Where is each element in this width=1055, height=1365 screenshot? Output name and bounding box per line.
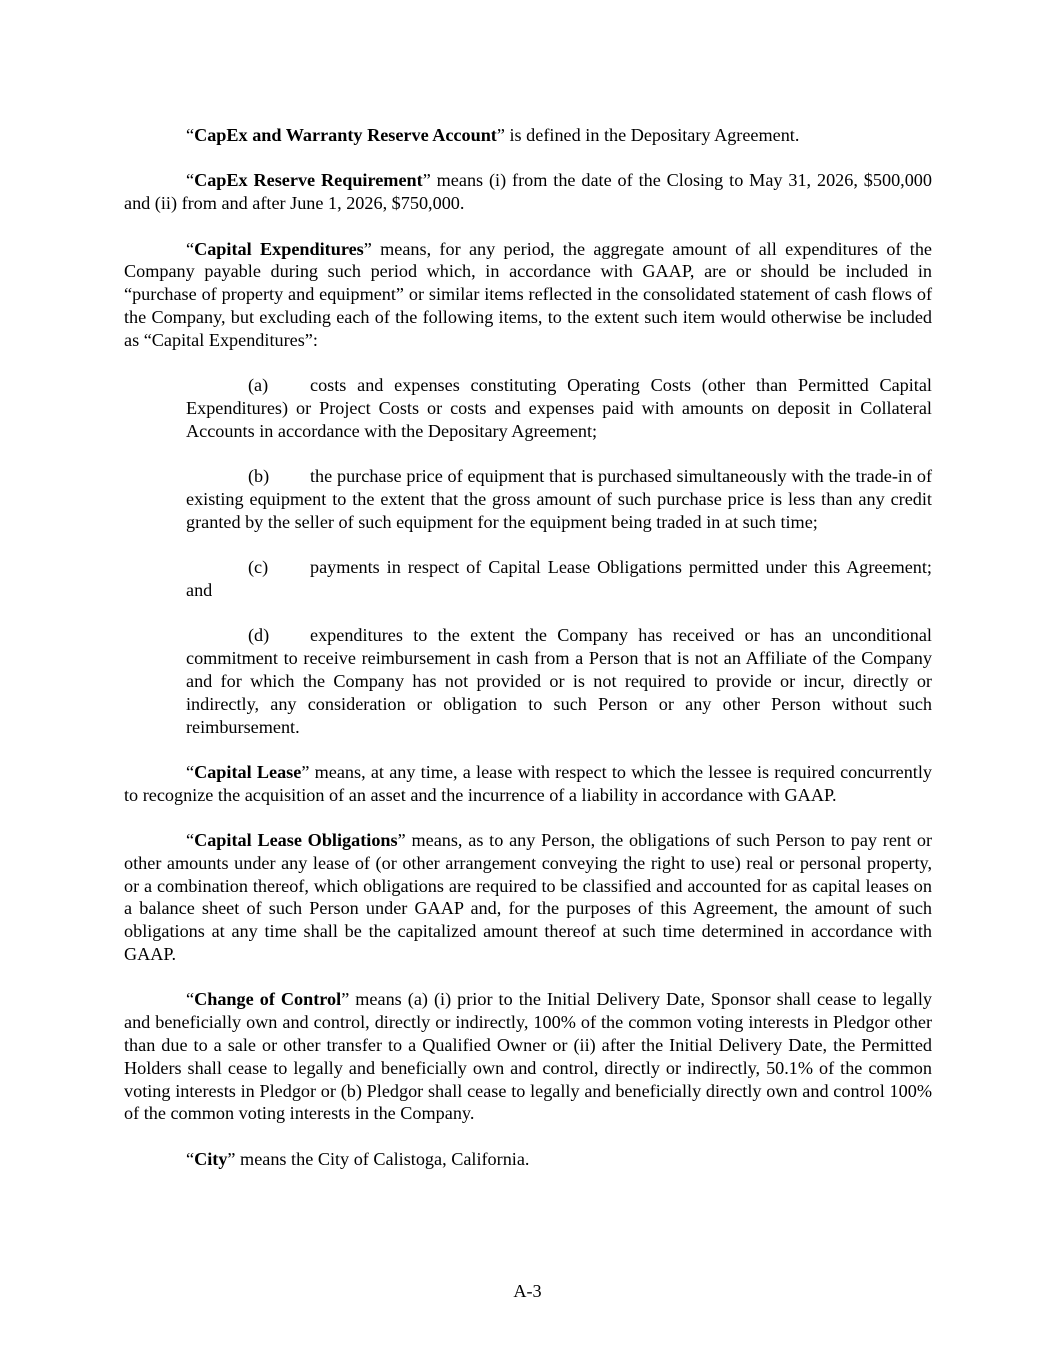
definition-text: means (i) from the date of the Closing to May 31, 2026, $500,000 and (ii) from and after June 1, 2026, $750,000. <box>124 170 932 214</box>
list-text: the purchase price of equipment that is purchased simultaneously with the trade-in of existing equipment to the extent that the gross amount of such purchase price is less than any credit granted by the seller of such equipment for the equipment being traded in at such time; <box>186 466 932 532</box>
capex-exclusion-c <box>186 556 932 602</box>
list-label: (c) <box>248 557 269 578</box>
definition-capital-expenditures: “Capital Expenditures” means, for any period, the aggregate amount of all expenditures of the Company payable during such period which, in accordance with GAAP, are or should be included in “purchase of property and equipment” or similar items reflected in the consolidated statement of cash flows of the Company, but excluding each of the following items, to the extent such item would otherwise be included as “Capital Expenditures”: <box>124 238 932 350</box>
defined-term: Change of Control <box>194 989 342 1010</box>
definition-text: is defined in the Depositary Agreement. <box>504 125 800 145</box>
definition-capital-lease-obligations: “Capital Lease Obligations” means, as to any Person, the obligations of such Person to pay rent or other amounts under any lease of (or other arrangement conveying the right to use) real or personal property, or a combination thereof, which obligations are required to be classified and accounted for as capital leases on a balance sheet of such Person under GAAP and, for the purposes of this Agreement, the amount of such obligations at any time shall be the capitalized amount thereof at such time determined in accordance with GAAP. <box>124 830 932 965</box>
list-text: payments in respect of Capital Lease Obligations permitted under this Agreement; and <box>186 557 932 600</box>
definition-capital-lease: “Capital Lease” means, at any time, a lease with respect to which the lessee is required concurrently to recognize the acquisition of an asset and the incurrence of a liability in accordance with GAAP. <box>124 761 932 805</box>
definition-city: “City” means the City of Calistoga, California. <box>186 1148 530 1169</box>
document-body <box>124 124 932 1193</box>
defined-term: CapEx and Warranty Reserve Account <box>194 125 497 145</box>
definition-text: means, for any period, the aggregate amount of all expenditures of the Company payable during such period which, in accordance with GAAP, are or should be included in “purchase of property and equipment” or similar items reflected in the consolidated statement of cash flows of the Company, but excluding each of the following items, to the extent such item would otherwise be included as “Capital Expenditures”: <box>124 238 932 350</box>
definition-text: means, as to any Person, the obligations of such Person to pay rent or other amounts under any lease of (or other arrangement conveying the right to use) real or personal property, or a combination thereof, which obligations are required to be classified and accounted for as capital leases on a balance sheet of such Person under GAAP and, for the purposes of this Agreement, the amount of such obligations at any time shall be the capitalized amount thereof at such time determined in accordance with GAAP. <box>124 830 932 965</box>
defined-term: Capital Lease <box>194 761 302 782</box>
capex-exclusion-a <box>186 374 932 442</box>
definition-text: means, at any time, a lease with respect to which the lessee is required concurrently to recognize the acquisition of an asset and the incurrence of a liability in accordance with GAAP. <box>124 761 932 805</box>
page-number: A-3 <box>513 1281 542 1301</box>
definition-capex-warranty-reserve-account: “CapEx and Warranty Reserve Account” is defined in the Depositary Agreement. <box>186 125 800 145</box>
list-label: (a) <box>248 375 269 396</box>
list-text: expenditures to the extent the Company has received or has an unconditional commitment to receive reimbursement in cash from a Person that is not an Affiliate of the Company and for which the Company has not provided or is not required to provide or incur, directly or indirectly, any consideration or obligation to such Person or any other Person without such reimbursement. <box>186 625 932 737</box>
defined-term: City <box>194 1148 228 1169</box>
capex-exclusion-b <box>186 465 932 533</box>
definition-capex-reserve-requirement: “CapEx Reserve Requirement” means (i) from the date of the Closing to May 31, 2026, $500,000 and (ii) from and after June 1, 2026, $750,000. <box>124 170 932 214</box>
definition-change-of-control: “Change of Control” means (a) (i) prior to the Initial Delivery Date, Sponsor shall cease to legally and beneficially own and control, directly or indirectly, 100% of the common voting interests in Pledgor other than due to a sale or other transfer to a Qualified Owner or (ii) after the Initial Delivery Date, the Permitted Holders shall cease to legally and beneficially own and control, directly or indirectly, 50.1% of the common voting interests in Pledgor or (b) Pledgor shall cease to legally and beneficially directly own and control 100% of the common voting interests in the Company. <box>124 989 932 1124</box>
defined-term: Capital Expenditures <box>194 238 364 259</box>
list-label: (d) <box>248 625 270 646</box>
defined-term: Capital Lease Obligations <box>194 830 398 851</box>
capex-exclusion-d <box>186 624 932 738</box>
definition-text: means (a) (i) prior to the Initial Delivery Date, Sponsor shall cease to legally and beneficially own and control, directly or indirectly, 100% of the common voting interests in Pledgor other than due to a sale or other transfer to a Qualified Owner or (ii) after the Initial Delivery Date, the Permitted Holders shall cease to legally and beneficially own and control, directly or indirectly, 50.1% of the common voting interests in Pledgor or (b) Pledgor shall cease to legally and beneficially directly own and control 100% of the common voting interests in the Company. <box>124 989 932 1124</box>
list-text: costs and expenses constituting Operating Costs (other than Permitted Capital Expenditures) or Project Costs or costs and expenses paid with amounts on deposit in Collateral Accounts in accordance with the Depositary Agreement; <box>186 375 932 441</box>
defined-term: CapEx Reserve Requirement <box>194 170 423 191</box>
definition-text: means the City of Calistoga, California. <box>235 1148 530 1169</box>
list-label: (b) <box>248 466 270 487</box>
